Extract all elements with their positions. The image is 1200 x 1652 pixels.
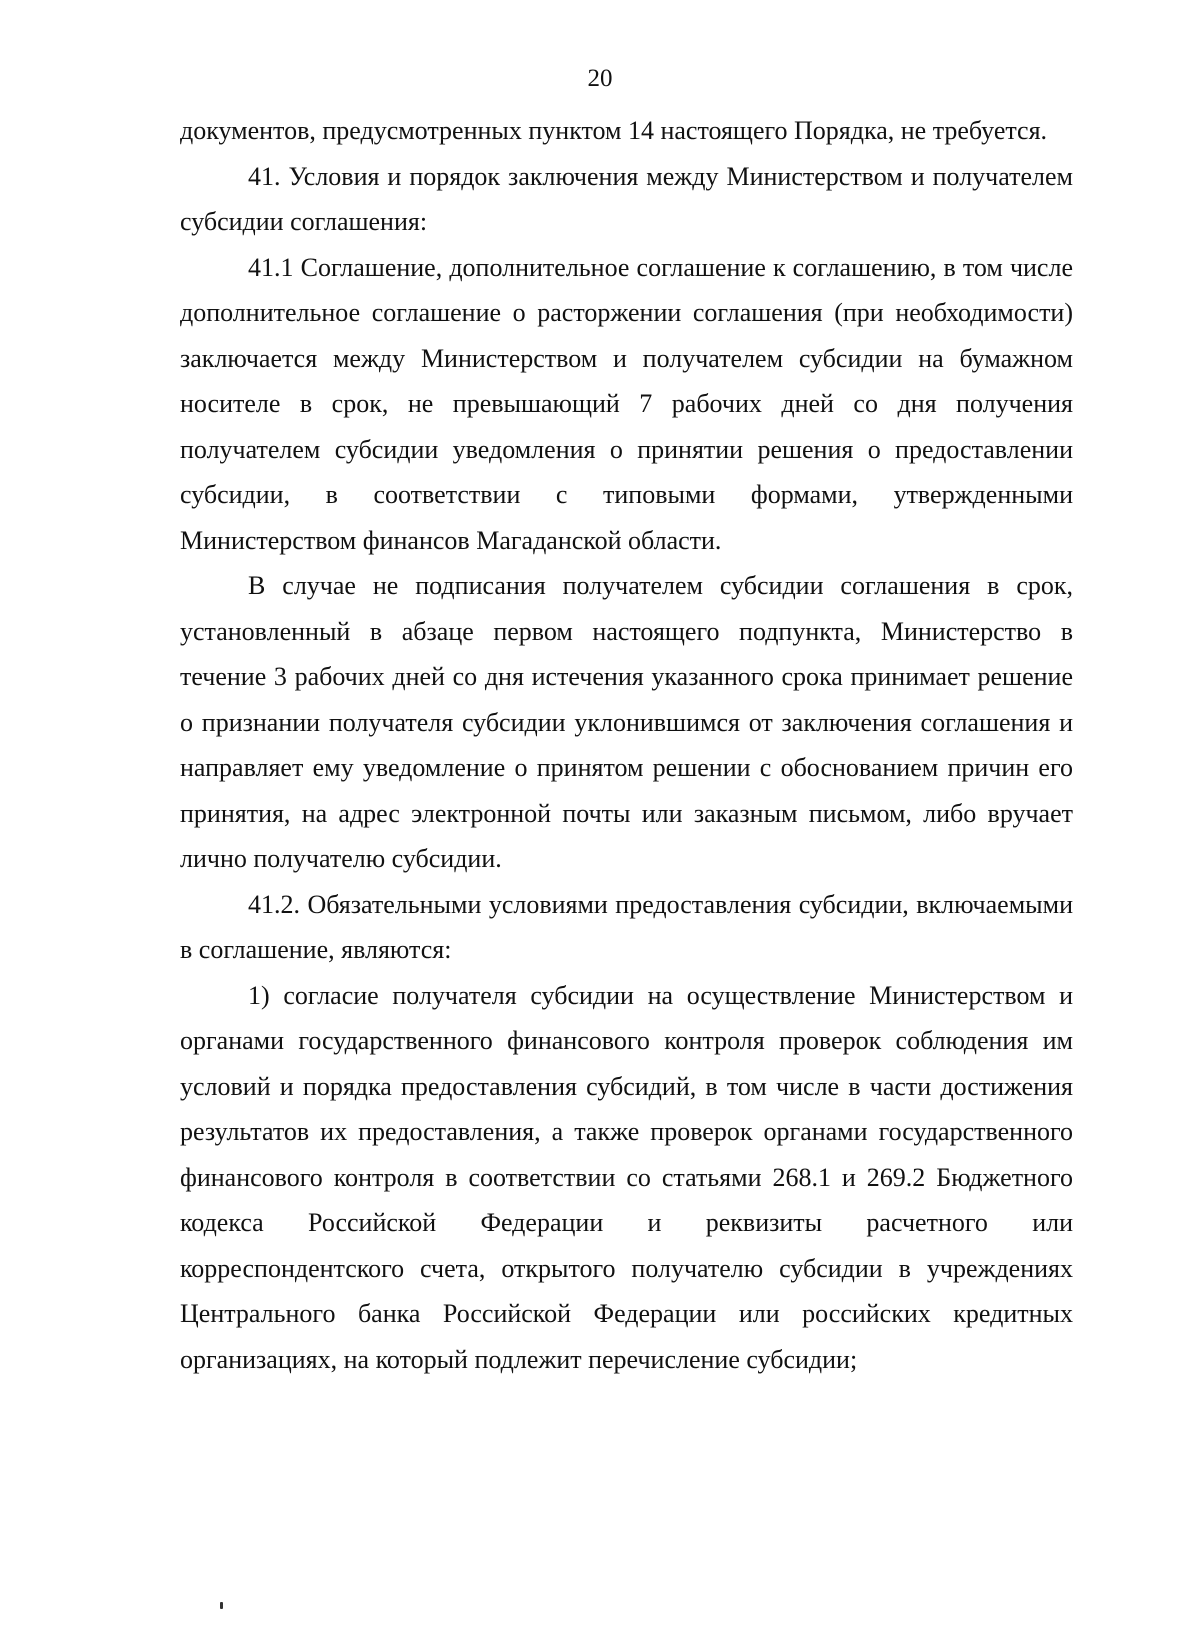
paragraph-41: 41. Условия и порядок заключения между Министерством и получателем субсидии соглашения: — [180, 161, 1073, 236]
paragraph-41-1-second: В случае не подписания получателем субсидии соглашения в срок, установленный в абзаце первом настоящего подпункта, Министерство в течение 3 рабочих дней со дня истечения указанного срока принимает решение о признании получателя субсидии уклонившимся от заключения соглашения и направляет ему уведомление о принятом решении с обоснованием причин его принятия, на адрес электронной почты или заказным письмом, либо вручает лично получателю субсидии. — [180, 571, 1073, 873]
scan-speck — [220, 1602, 223, 1609]
page-number: 20 — [587, 65, 613, 92]
paragraph-continuation: документов, предусмотренных пунктом 14 настоящего Порядка, не требуется. — [180, 116, 1048, 145]
paragraph-41-2: 41.2. Обязательными условиями предоставления субсидии, включаемыми в соглашение, являются: — [180, 889, 1073, 964]
document-body — [180, 108, 1073, 1382]
paragraph-41-1: 41.1 Соглашение, дополнительное соглашение к соглашению, в том числе дополнительное соглашение о расторжении соглашения (при необходимости) заключается между Министерством и получателем субсидии на бумажном носителе в срок, не превышающий 7 рабочих дней со дня получения получателем субсидии уведомления о принятии решения о предоставлении субсидии, в соответствии с типовыми формами, утвержденными Министерством финансов Магаданской области. — [180, 252, 1073, 555]
paragraph-41-2-item-1: 1) согласие получателя субсидии на осуществление Министерством и органами государственного финансового контроля проверок соблюдения им условий и порядка предоставления субсидий, в том числе в части достижения результатов их предоставления, а также проверок органами государственного финансового контроля в соответствии со статьями 268.1 и 269.2 Бюджетного кодекса Российской Федерации и реквизиты расчетного или корреспондентского счета, открытого получателю субсидии в учреждениях Центрального банка Российской Федерации или российских кредитных организациях, на который подлежит перечисление субсидии; — [180, 980, 1073, 1374]
